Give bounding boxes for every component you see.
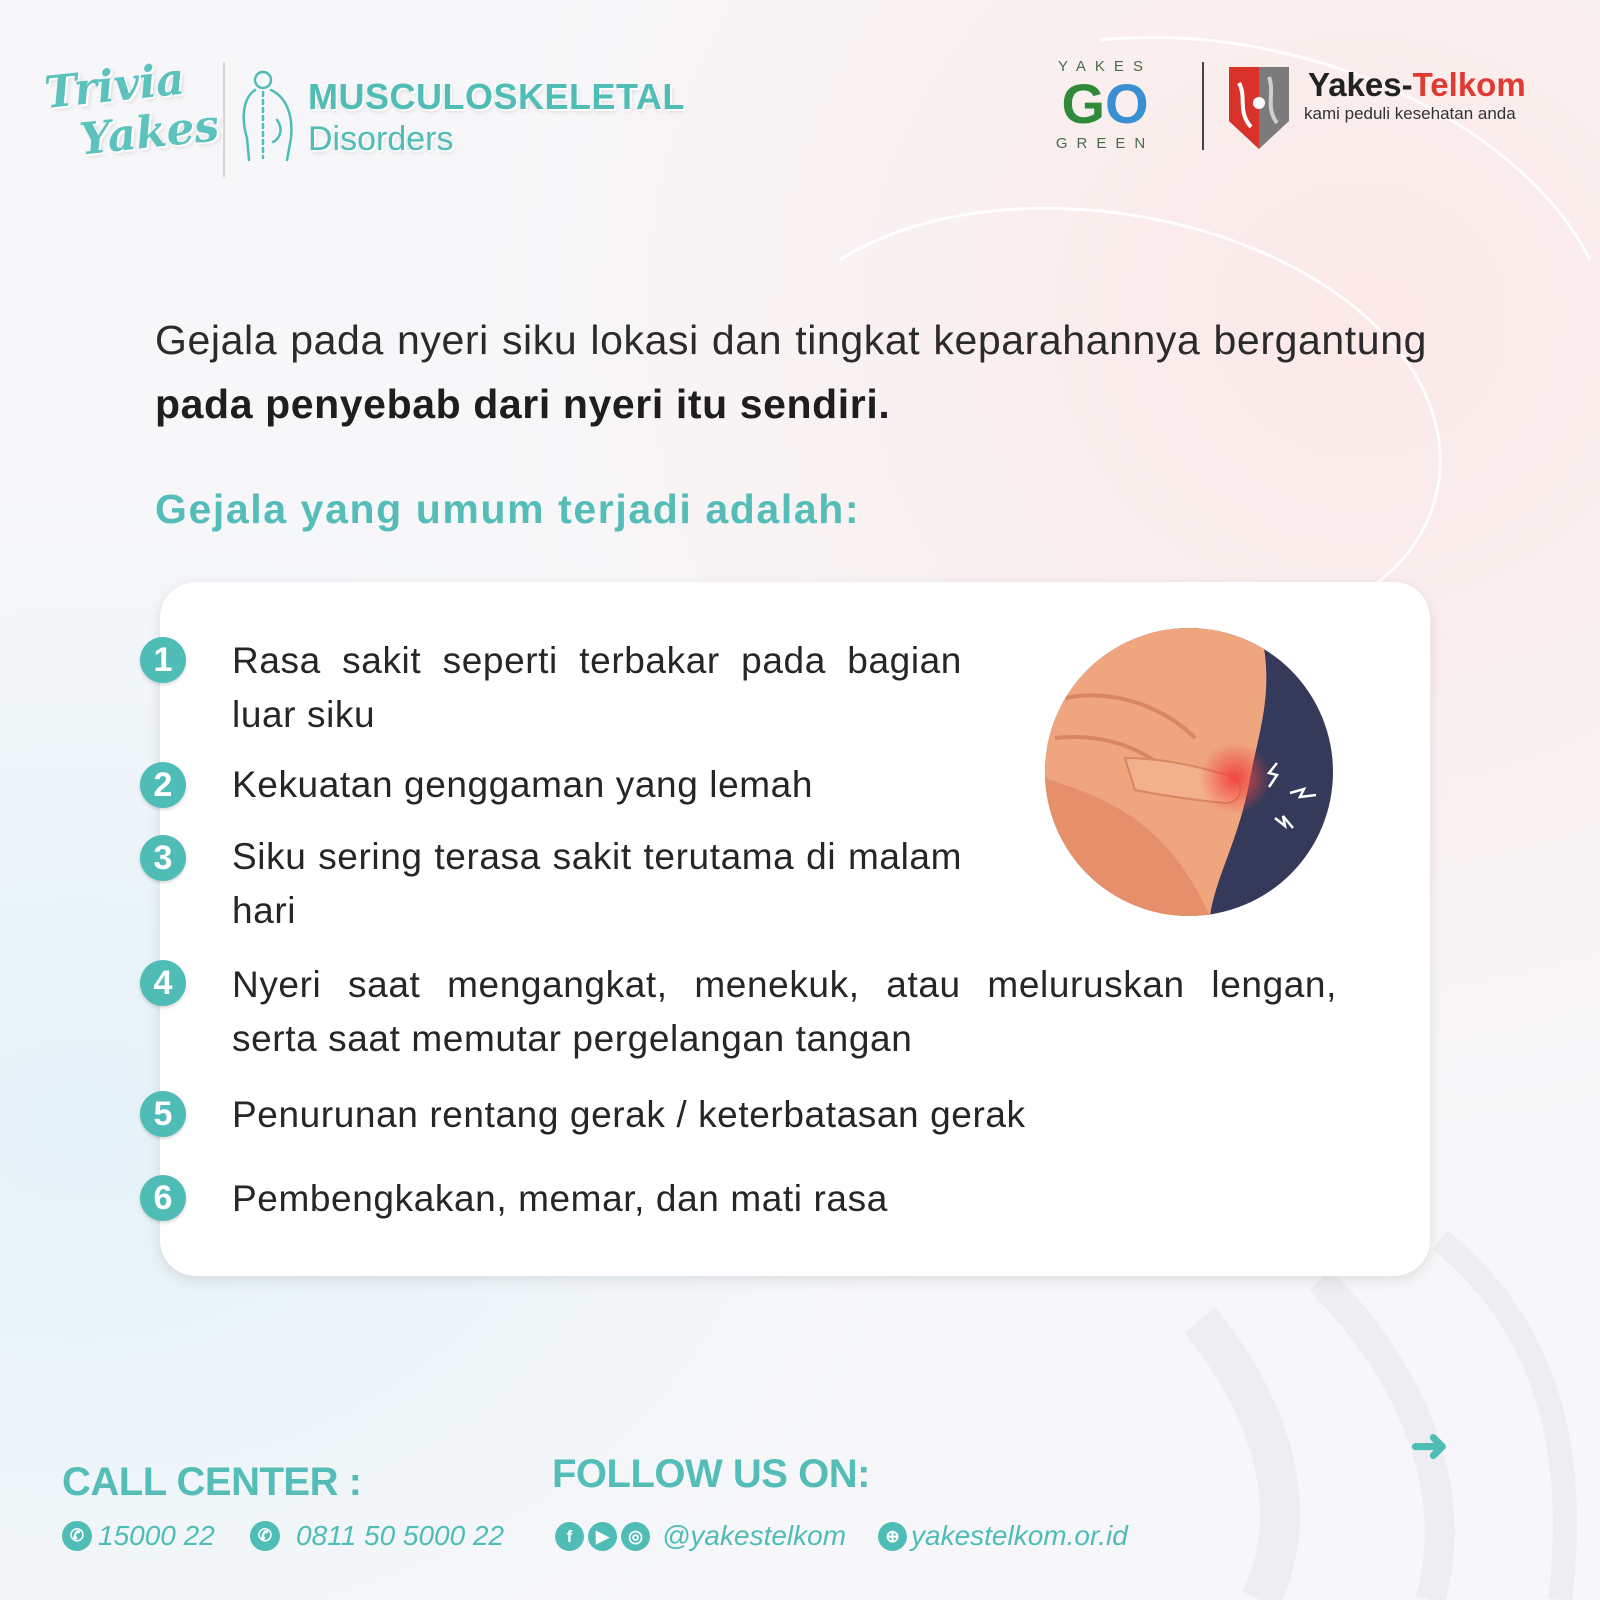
topic-title: MUSCULOSKELETAL [308, 76, 685, 117]
facebook-icon[interactable]: f [555, 1522, 584, 1551]
item-number-badge: 1 [140, 637, 186, 683]
item-number-badge: 5 [140, 1091, 186, 1137]
social-handle: @yakestelkom [662, 1520, 847, 1551]
item-number-badge: 2 [140, 762, 186, 808]
logo-divider [1202, 62, 1204, 150]
intro-text-bold: pada penyebab dari nyeri itu sendiri. [155, 381, 891, 427]
youtube-icon[interactable]: ▶ [588, 1522, 617, 1551]
symptom-item: Pembengkakan, memar, dan mati rasa [232, 1178, 888, 1219]
phone-number: 15000 22 [98, 1520, 215, 1551]
whatsapp-contact[interactable] [250, 1520, 504, 1552]
website-url: yakestelkom.or.id [911, 1520, 1128, 1551]
website-link[interactable] [878, 1520, 1128, 1552]
intro-paragraph [155, 308, 1427, 436]
symptoms-heading: Gejala yang umum terjadi adalah: [155, 486, 861, 532]
symptom-item: Siku sering terasa sakit terutama di malam hari [232, 836, 962, 931]
gogreen-letter-g: G [1061, 72, 1105, 135]
organization-tagline: kami peduli kesehatan anda [1304, 104, 1516, 123]
gogreen-top-text: YAKES [1058, 58, 1152, 75]
phone-icon: ✆ [62, 1521, 92, 1551]
gogreen-bottom-text: GREEN [1055, 135, 1155, 152]
organization-name [1308, 66, 1526, 104]
intro-text-plain: Gejala pada nyeri siku lokasi dan tingkat keparahannya bergantung [155, 317, 1427, 363]
whatsapp-number: 0811 50 5000 22 [296, 1520, 505, 1551]
whatsapp-icon: ✆ [250, 1521, 280, 1551]
org-name-part1: Yakes- [1308, 66, 1413, 103]
symptom-item: Rasa sakit seperti terbakar pada bagian luar siku [232, 640, 962, 735]
call-center-title: CALL CENTER : [62, 1460, 362, 1504]
trivia-yakes-logo [42, 51, 224, 188]
spine-icon [233, 68, 303, 163]
trivia-logo-line2: Yakes [77, 100, 222, 166]
gogreen-mark [1040, 73, 1170, 135]
phone-contact[interactable] [62, 1520, 215, 1552]
topic-subtitle: Disorders [308, 120, 454, 158]
org-name-part2: Telkom [1412, 66, 1526, 103]
item-number-badge: 3 [140, 835, 186, 881]
elbow-pain-illustration [1045, 628, 1333, 916]
item-number-badge: 6 [140, 1175, 186, 1221]
instagram-icon[interactable]: ◎ [621, 1522, 650, 1551]
item-number-badge: 4 [140, 960, 186, 1006]
next-arrow-icon[interactable]: ➜ [1410, 1419, 1449, 1471]
header-divider [223, 62, 225, 177]
gogreen-letter-o: O [1105, 72, 1149, 135]
symptom-item: Nyeri saat mengangkat, menekuk, atau meluruskan lengan, serta saat memutar pergelangan tangan [232, 964, 1337, 1059]
yakes-go-green-logo [1040, 58, 1170, 158]
social-media-links[interactable] [555, 1520, 846, 1552]
yakes-telkom-shield-icon [1225, 63, 1293, 153]
globe-icon: ⊕ [878, 1522, 907, 1551]
follow-us-title: FOLLOW US ON: [552, 1452, 870, 1496]
header-left-brand [42, 53, 685, 180]
symptom-item: Kekuatan genggaman yang lemah [232, 764, 814, 805]
symptom-item: Penurunan rentang gerak / keterbatasan gerak [232, 1094, 1026, 1135]
trivia-logo-line1: Trivia [42, 53, 187, 119]
